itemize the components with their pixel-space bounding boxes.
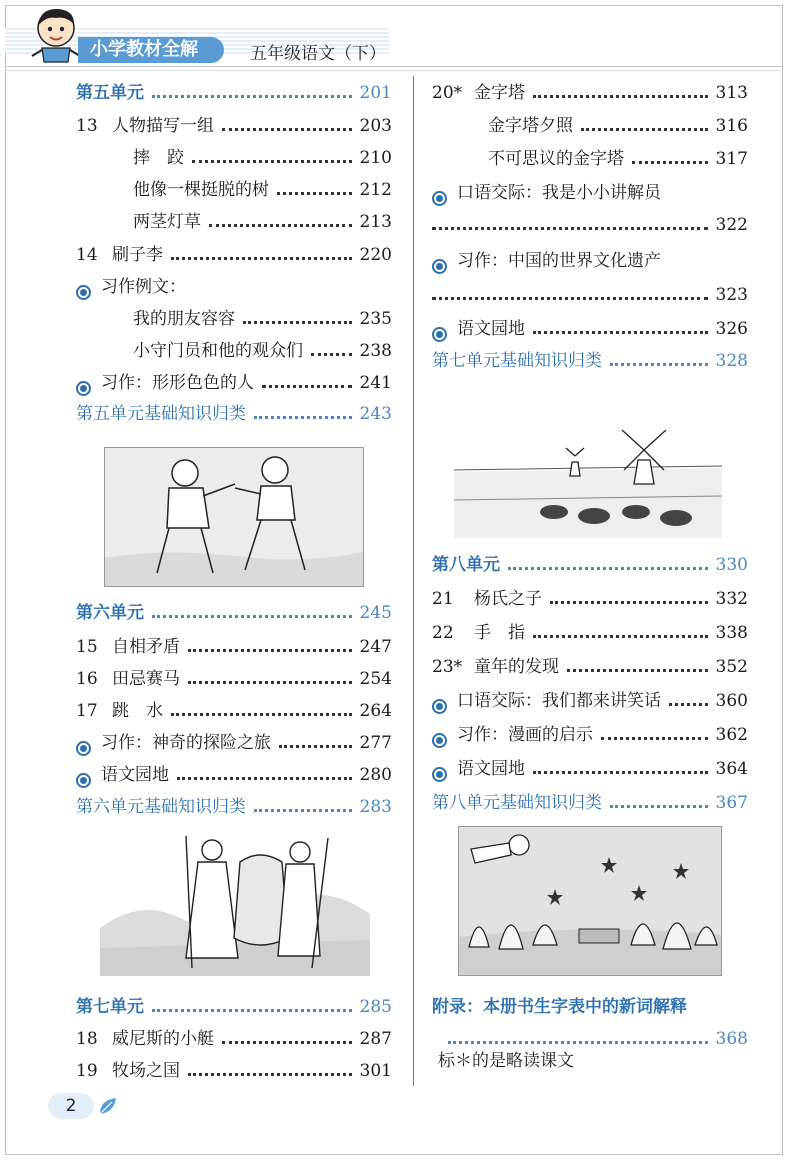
toc-leader xyxy=(311,353,352,356)
grade-label: 五年级语文（下） xyxy=(250,44,386,64)
toc-label: 小守门员和他的观众们 xyxy=(133,341,303,361)
toc-page: 364 xyxy=(715,759,748,779)
bullet-circle-icon xyxy=(76,381,91,396)
toc-leader xyxy=(152,1009,352,1012)
warriors-illustration xyxy=(100,828,370,976)
leaf-icon xyxy=(96,1094,120,1118)
lesson-number: 20* xyxy=(432,83,463,103)
toc-lesson-18[interactable] xyxy=(76,1022,392,1050)
toc-summary-8[interactable] xyxy=(432,786,748,814)
toc-page: 328 xyxy=(715,351,748,371)
lesson-number: 19 xyxy=(76,1061,98,1081)
toc-label: 摔 跤 xyxy=(133,148,184,168)
toc-label: 语文园地 xyxy=(457,319,525,339)
toc-garden-7[interactable] xyxy=(432,312,748,340)
toc-sub-entry[interactable] xyxy=(133,141,392,169)
toc-page: 332 xyxy=(715,589,748,609)
toc-unit-5[interactable] xyxy=(76,76,392,104)
toc-leader xyxy=(222,1041,352,1044)
toc-leader xyxy=(262,385,352,388)
header-rule xyxy=(5,66,783,67)
toc-label: 杨氏之子 xyxy=(474,589,542,609)
toc-label: 不可思议的金字塔 xyxy=(488,149,624,169)
toc-lesson-16[interactable] xyxy=(76,662,392,690)
toc-oral-7[interactable] xyxy=(432,176,748,204)
toc-label: 第五单元 xyxy=(76,83,144,103)
toc-leader xyxy=(432,297,708,300)
toc-lesson-19[interactable] xyxy=(76,1054,392,1082)
toc-page: 254 xyxy=(359,669,392,689)
toc-label: 威尼斯的小艇 xyxy=(112,1029,214,1049)
toc-label: 刷子李 xyxy=(112,245,163,265)
toc-leader xyxy=(254,809,352,812)
toc-leader xyxy=(188,1073,352,1076)
windmill-pasture-illustration xyxy=(454,400,722,538)
lesson-number: 14 xyxy=(76,245,98,265)
toc-oral-7-page[interactable] xyxy=(432,208,748,236)
toc-page: 241 xyxy=(359,373,392,393)
toc-leader xyxy=(277,192,352,195)
toc-appendix[interactable] xyxy=(432,990,748,1018)
toc-unit-8[interactable] xyxy=(432,548,748,576)
toc-page: 243 xyxy=(359,404,392,424)
toc-lesson-13[interactable] xyxy=(76,109,392,137)
toc-lesson-21[interactable] xyxy=(432,582,748,610)
toc-leader xyxy=(610,363,708,366)
toc-page: 360 xyxy=(715,691,748,711)
toc-sub-entry[interactable] xyxy=(488,109,748,137)
toc-label: 习作：漫画的启示 xyxy=(457,725,593,745)
toc-page: 367 xyxy=(715,793,748,813)
lesson-number: 16 xyxy=(76,669,98,689)
toc-lesson-17[interactable] xyxy=(76,694,392,722)
toc-label: 口语交际：我是小小讲解员 xyxy=(457,183,661,203)
toc-page: 220 xyxy=(359,245,392,265)
toc-leader xyxy=(581,128,708,131)
toc-page: 368 xyxy=(715,1029,748,1049)
toc-page: 247 xyxy=(359,637,392,657)
toc-page: 238 xyxy=(359,341,392,361)
toc-leader xyxy=(209,224,352,227)
toc-garden-8[interactable] xyxy=(432,752,748,780)
toc-summary-7[interactable] xyxy=(432,344,748,372)
toc-label: 第六单元 xyxy=(76,603,144,623)
toc-page: 287 xyxy=(359,1029,392,1049)
toc-label: 第七单元基础知识归类 xyxy=(432,351,602,371)
toc-leader xyxy=(632,161,708,164)
toc-lesson-22[interactable] xyxy=(432,616,748,644)
toc-page: 313 xyxy=(715,83,748,103)
toc-sub-entry[interactable] xyxy=(488,142,748,170)
toc-writing-7-page[interactable] xyxy=(432,278,748,306)
toc-leader xyxy=(243,321,352,324)
toc-leader xyxy=(533,331,708,334)
bullet-circle-icon xyxy=(432,699,447,714)
toc-label: 第八单元基础知识归类 xyxy=(432,793,602,813)
toc-page: 201 xyxy=(359,83,392,103)
toc-label: 我的朋友容容 xyxy=(133,309,235,329)
lesson-number: 13 xyxy=(76,116,98,136)
wrestling-illustration xyxy=(104,447,364,587)
toc-writing-6[interactable] xyxy=(76,726,392,754)
cartoon-boy-icon xyxy=(26,4,86,66)
skim-reading-note: 标＊的是略读课文 xyxy=(438,1051,574,1071)
toc-page: 210 xyxy=(359,148,392,168)
toc-label: 他像一棵挺脱的树 xyxy=(133,180,269,200)
book-title: 小学教材全解 xyxy=(78,37,224,63)
toc-summary-5[interactable] xyxy=(76,397,392,425)
toc-page: 235 xyxy=(359,309,392,329)
toc-label: 跳 水 xyxy=(112,701,163,721)
toc-leader xyxy=(448,1041,708,1044)
toc-leader xyxy=(222,128,352,131)
toc-page: 330 xyxy=(715,555,748,575)
lesson-number: 21 xyxy=(432,589,454,609)
toc-leader xyxy=(601,737,708,740)
toc-label: 习作例文： xyxy=(101,277,186,297)
toc-lesson-23[interactable] xyxy=(432,650,748,678)
toc-leader xyxy=(432,227,708,230)
toc-label: 语文园地 xyxy=(457,759,525,779)
toc-page: 203 xyxy=(359,116,392,136)
page-header xyxy=(0,0,790,70)
toc-page: 280 xyxy=(359,765,392,785)
toc-sub-entry[interactable] xyxy=(133,334,392,362)
toc-page: 326 xyxy=(715,319,748,339)
toc-label: 自相矛盾 xyxy=(112,637,180,657)
toc-leader xyxy=(550,601,708,604)
toc-lesson-15[interactable] xyxy=(76,630,392,658)
toc-leader xyxy=(669,703,708,706)
toc-leader xyxy=(279,745,352,748)
toc-leader xyxy=(533,771,708,774)
toc-summary-6[interactable] xyxy=(76,790,392,818)
bullet-circle-icon xyxy=(432,191,447,206)
toc-page: 264 xyxy=(359,701,392,721)
lesson-number: 15 xyxy=(76,637,98,657)
lesson-number: 17 xyxy=(76,701,98,721)
toc-page: 285 xyxy=(359,997,392,1017)
toc-lesson-20[interactable] xyxy=(432,76,748,104)
toc-leader xyxy=(533,635,708,638)
flying-boy-illustration xyxy=(458,826,722,976)
toc-writing-7[interactable] xyxy=(432,244,748,272)
toc-label: 童年的发现 xyxy=(474,657,559,677)
bullet-circle-icon xyxy=(76,773,91,788)
toc-page: 212 xyxy=(359,180,392,200)
toc-page: 352 xyxy=(715,657,748,677)
header-rule-secondary xyxy=(5,70,783,71)
bullet-circle-icon xyxy=(76,285,91,300)
toc-label: 金字塔夕照 xyxy=(488,116,573,136)
toc-page: 277 xyxy=(359,733,392,753)
toc-example-heading xyxy=(76,270,392,298)
toc-page: 301 xyxy=(359,1061,392,1081)
toc-label: 牧场之国 xyxy=(112,1061,180,1081)
toc-lesson-14[interactable] xyxy=(76,238,392,266)
toc-page: 338 xyxy=(715,623,748,643)
toc-writing-5[interactable] xyxy=(76,366,392,394)
bullet-circle-icon xyxy=(432,733,447,748)
toc-page: 362 xyxy=(715,725,748,745)
toc-sub-entry[interactable] xyxy=(133,173,392,201)
toc-page: 283 xyxy=(359,797,392,817)
toc-label: 田忌赛马 xyxy=(112,669,180,689)
toc-label: 习作：神奇的探险之旅 xyxy=(101,733,271,753)
toc-unit-7[interactable] xyxy=(76,990,392,1018)
toc-writing-8[interactable] xyxy=(432,718,748,746)
toc-leader xyxy=(192,160,352,163)
toc-label: 手 指 xyxy=(474,623,525,643)
bullet-circle-icon xyxy=(76,741,91,756)
toc-label: 金字塔 xyxy=(474,83,525,103)
toc-label: 两茎灯草 xyxy=(133,212,201,232)
toc-page: 316 xyxy=(715,116,748,136)
toc-leader xyxy=(171,713,352,716)
toc-page: 322 xyxy=(715,215,748,235)
toc-leader xyxy=(188,649,352,652)
bullet-circle-icon xyxy=(432,259,447,274)
lesson-number: 23* xyxy=(432,657,463,677)
toc-label: 第五单元基础知识归类 xyxy=(76,404,246,424)
toc-leader xyxy=(188,681,352,684)
toc-page: 213 xyxy=(359,212,392,232)
toc-leader xyxy=(610,805,708,808)
toc-page: 323 xyxy=(715,285,748,305)
toc-leader xyxy=(171,257,352,260)
bullet-circle-icon xyxy=(432,327,447,342)
toc-unit-6[interactable] xyxy=(76,596,392,624)
toc-label: 第八单元 xyxy=(432,555,500,575)
toc-leader xyxy=(533,95,708,98)
toc-label: 附录：本册书生字表中的新词解释 xyxy=(432,997,687,1017)
toc-leader xyxy=(152,95,352,98)
toc-leader xyxy=(152,615,352,618)
toc-leader xyxy=(508,567,708,570)
toc-page: 317 xyxy=(715,149,748,169)
toc-label: 习作：中国的世界文化遗产 xyxy=(457,251,661,271)
toc-oral-8[interactable] xyxy=(432,684,748,712)
toc-label: 第七单元 xyxy=(76,997,144,1017)
toc-leader xyxy=(567,669,708,672)
toc-label: 习作：形形色色的人 xyxy=(101,373,254,393)
toc-sub-entry[interactable] xyxy=(133,205,392,233)
toc-page: 245 xyxy=(359,603,392,623)
column-divider xyxy=(413,76,414,1086)
toc-label: 第六单元基础知识归类 xyxy=(76,797,246,817)
toc-leader xyxy=(254,416,352,419)
bullet-circle-icon xyxy=(432,767,447,782)
page-number: 2 xyxy=(48,1093,94,1119)
lesson-number: 22 xyxy=(432,623,454,643)
toc-label: 口语交际：我们都来讲笑话 xyxy=(457,691,661,711)
lesson-number: 18 xyxy=(76,1029,98,1049)
toc-label: 人物描写一组 xyxy=(112,116,214,136)
toc-label: 语文园地 xyxy=(101,765,169,785)
toc-garden-6[interactable] xyxy=(76,758,392,786)
toc-sub-entry[interactable] xyxy=(133,302,392,330)
toc-leader xyxy=(177,777,352,780)
